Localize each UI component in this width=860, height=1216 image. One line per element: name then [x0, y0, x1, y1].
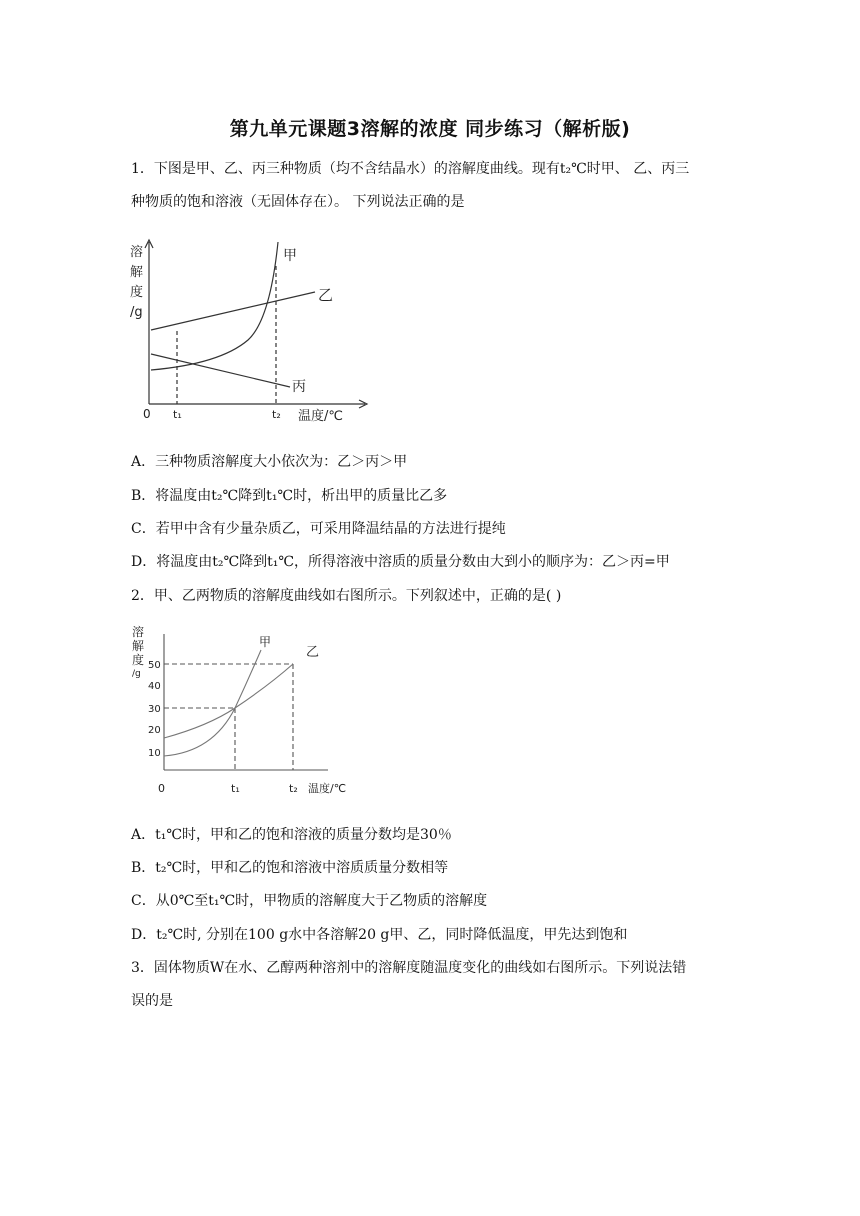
q2-solubility-chart	[128, 622, 358, 798]
q1-option-a: A．三种物质溶解度大小依次为：乙＞丙＞甲	[131, 454, 408, 470]
x-tick-t2: t₂	[289, 782, 298, 795]
series-curve-jia	[151, 242, 278, 370]
y-tick-10: 10	[148, 748, 161, 759]
y-tick-30: 30	[148, 704, 161, 715]
series-label-bing: 丙	[292, 379, 306, 395]
q1-option-d: D．将温度由t₂℃降到t₁℃，所得溶液中溶质的质量分数由大到小的顺序为：乙＞丙=甲	[131, 554, 670, 570]
y-label-3: 度	[130, 285, 144, 300]
q3-stem-line2: 误的是	[131, 993, 173, 1009]
series-curve-jia	[164, 650, 261, 756]
x-tick-t1: t₁	[173, 408, 182, 421]
series-label-jia: 甲	[259, 635, 272, 649]
series-line-bing	[151, 354, 290, 387]
series-line-yi	[151, 292, 315, 330]
q2-option-d: D．t₂℃时, 分别在100 g水中各溶解20 g甲、乙，同时降低温度，甲先达到饱和	[131, 927, 628, 943]
q1-stem-line1: 1．下图是甲、乙、丙三种物质（均不含结晶水）的溶解度曲线。现有t₂℃时甲、 乙、丙三	[131, 161, 690, 177]
series-label-jia: 甲	[283, 248, 297, 264]
q1-option-c: C．若甲中含有少量杂质乙，可采用降温结晶的方法进行提纯	[131, 521, 506, 537]
q1-solubility-chart	[120, 232, 380, 428]
q2-option-a: A．t₁℃时，甲和乙的饱和溶液的质量分数均是30％	[131, 827, 452, 843]
y-label-4: /g	[132, 669, 141, 679]
x-tick-t1: t₁	[231, 782, 240, 795]
x-axis-label: 温度/℃	[298, 409, 343, 424]
q2-option-c: C．从0℃至t₁℃时，甲物质的溶解度大于乙物质的溶解度	[131, 893, 488, 909]
x-axis-label: 温度/℃	[308, 782, 347, 795]
y-label-2: 解	[132, 639, 145, 653]
q1-stem-line2: 种物质的饱和溶液（无固体存在）。 下列说法正确的是	[131, 194, 465, 210]
origin-label: 0	[143, 407, 151, 421]
y-tick-40: 40	[148, 681, 161, 692]
y-label-2: 解	[130, 265, 144, 280]
y-label-4: /g	[130, 305, 143, 320]
y-label-3: 度	[132, 653, 145, 667]
q2-stem: 2．甲、乙两物质的溶解度曲线如右图所示。下列叙述中，正确的是( )	[131, 588, 562, 604]
q1-option-b: B．将温度由t₂℃降到t₁℃时，析出甲的质量比乙多	[131, 488, 448, 504]
origin-label: 0	[158, 782, 165, 795]
q3-stem-line1: 3．固体物质W在水、乙醇两种溶剂中的溶解度随温度变化的曲线如右图所示。下列说法错	[131, 960, 687, 976]
y-tick-50: 50	[148, 660, 161, 671]
series-curve-yi	[164, 664, 293, 738]
y-label-1: 溶	[130, 245, 144, 260]
series-label-yi: 乙	[318, 286, 334, 304]
y-tick-20: 20	[148, 725, 161, 736]
series-label-yi: 乙	[306, 645, 320, 660]
x-tick-t2: t₂	[272, 408, 281, 421]
y-label-1: 溶	[132, 625, 145, 639]
page-title: 第九单元课题3溶解的浓度 同步练习（解析版)	[229, 118, 631, 140]
q2-option-b: B．t₂℃时，甲和乙的饱和溶液中溶质质量分数相等	[131, 860, 449, 876]
